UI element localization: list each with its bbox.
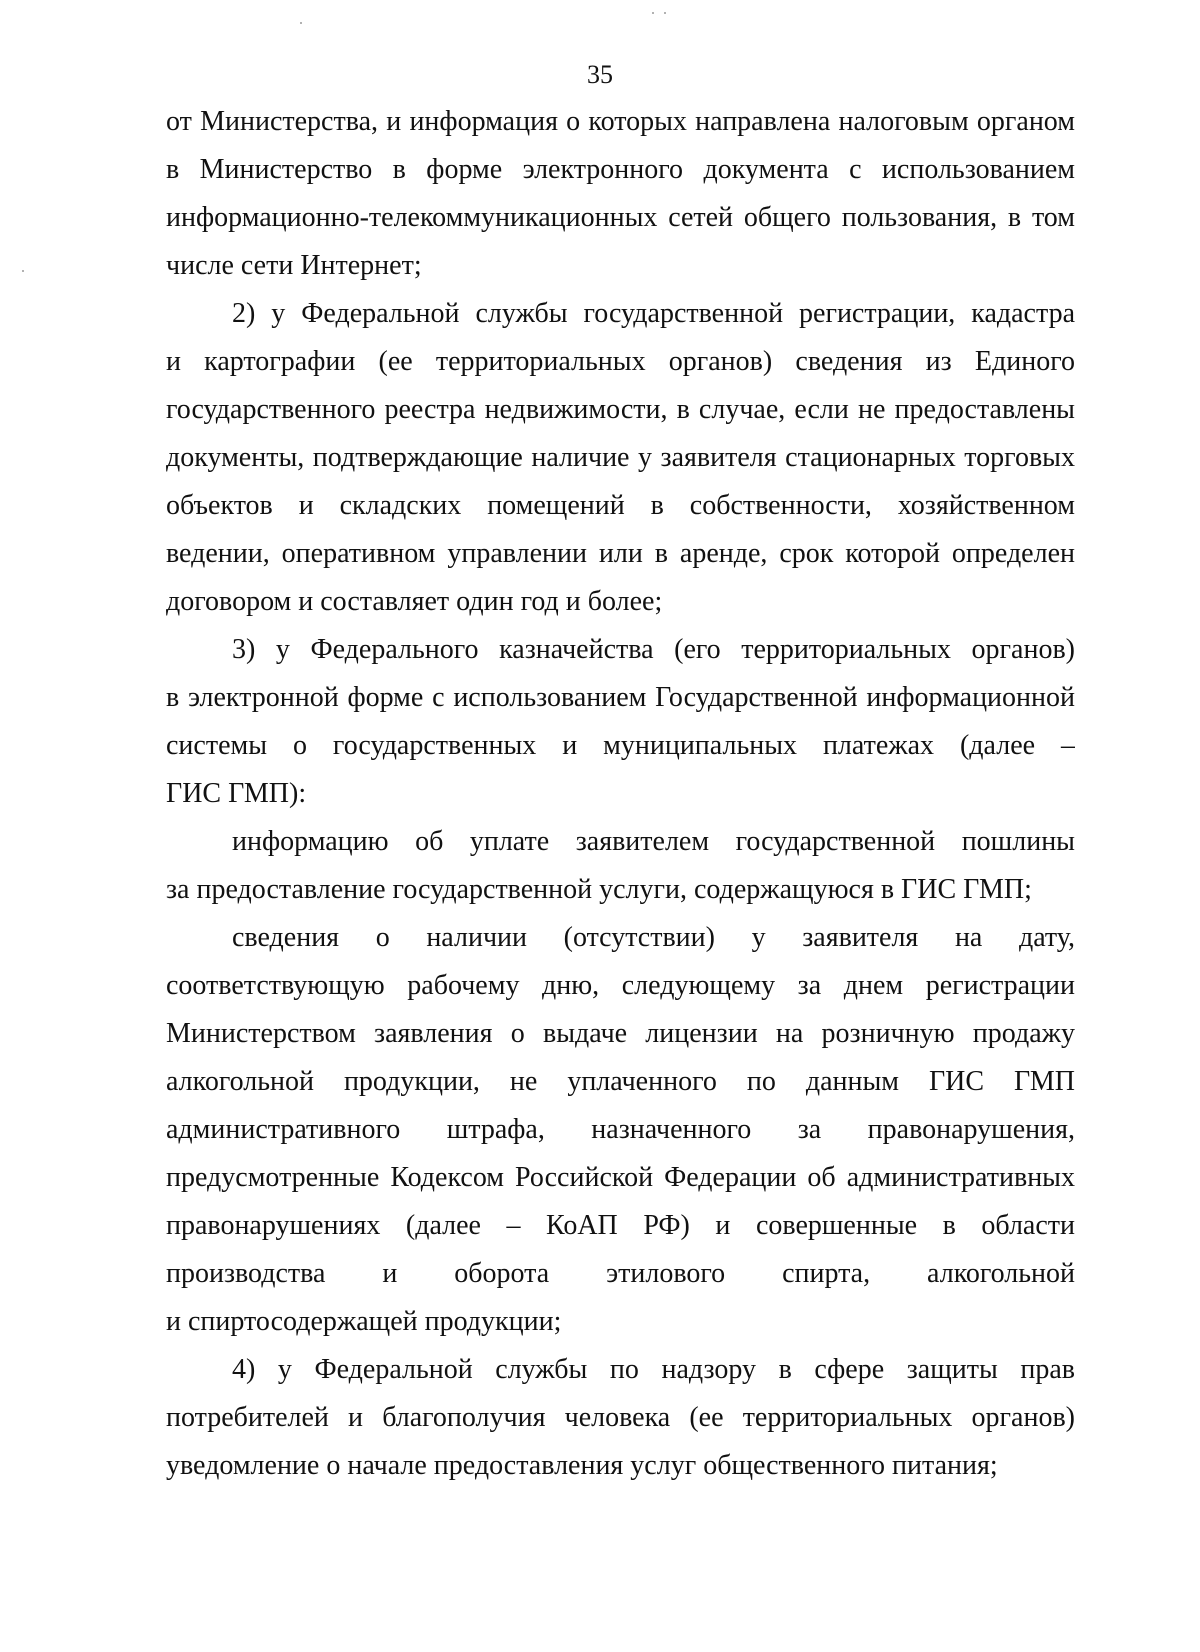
text-line: информационно-телекоммуникационных сетей общего пользования, в том (166, 202, 1075, 233)
scan-speck (22, 270, 24, 272)
scan-speck (652, 12, 654, 14)
text-line: предусмотренные Кодексом Российской Федерации об административных (166, 1162, 1075, 1193)
text-line: уведомление о начале предоставления услуг общественного питания; (166, 1450, 998, 1481)
text-line: за предоставление государственной услуги, содержащуюся в ГИС ГМП; (166, 874, 1032, 905)
text-line: 4) у Федеральной службы по надзору в сфере защиты прав (232, 1354, 1075, 1385)
text-line: алкогольной продукции, не уплаченного по данным ГИС ГМП (166, 1066, 1075, 1097)
page-number: 35 (587, 60, 613, 89)
text-line: 2) у Федеральной службы государственной регистрации, кадастра (232, 298, 1075, 329)
text-line: в Министерство в форме электронного документа с использованием (166, 154, 1075, 185)
text-line: от Министерства, и информация о которых направлена налоговым органом (166, 106, 1075, 137)
text-line: и спиртосодержащей продукции; (166, 1306, 562, 1337)
text-line: Министерством заявления о выдаче лицензии на розничную продажу (166, 1018, 1075, 1049)
scan-speck (664, 12, 666, 14)
text-line: и картографии (ее территориальных органов) сведения из Единого (166, 346, 1075, 377)
text-line: объектов и складских помещений в собственности, хозяйственном (166, 490, 1075, 521)
text-line: 3) у Федерального казначейства (его территориальных органов) (232, 634, 1075, 665)
text-line: системы о государственных и муниципальных платежах (далее – (166, 730, 1075, 761)
text-line: договором и составляет один год и более; (166, 586, 663, 617)
text-line: в электронной форме с использованием Государственной информационной (166, 682, 1075, 713)
text-line: потребителей и благополучия человека (ее территориальных органов) (166, 1402, 1075, 1433)
text-line: документы, подтверждающие наличие у заявителя стационарных торговых (166, 442, 1075, 473)
text-line: производства и оборота этилового спирта, алкогольной (166, 1258, 1075, 1289)
text-line: государственного реестра недвижимости, в случае, если не предоставлены (166, 394, 1075, 425)
text-line: соответствующую рабочему дню, следующему за днем регистрации (166, 970, 1075, 1001)
scan-speck (300, 22, 302, 24)
text-line: правонарушениях (далее – КоАП РФ) и совершенные в области (166, 1210, 1075, 1241)
text-line: ГИС ГМП): (166, 778, 307, 809)
text-line: сведения о наличии (отсутствии) у заявителя на дату, (232, 922, 1075, 953)
text-line: административного штрафа, назначенного за правонарушения, (166, 1114, 1075, 1145)
text-line: ведении, оперативном управлении или в аренде, срок которой определен (166, 538, 1075, 569)
text-line: числе сети Интернет; (166, 250, 422, 281)
text-line: информацию об уплате заявителем государственной пошлины (232, 826, 1075, 857)
